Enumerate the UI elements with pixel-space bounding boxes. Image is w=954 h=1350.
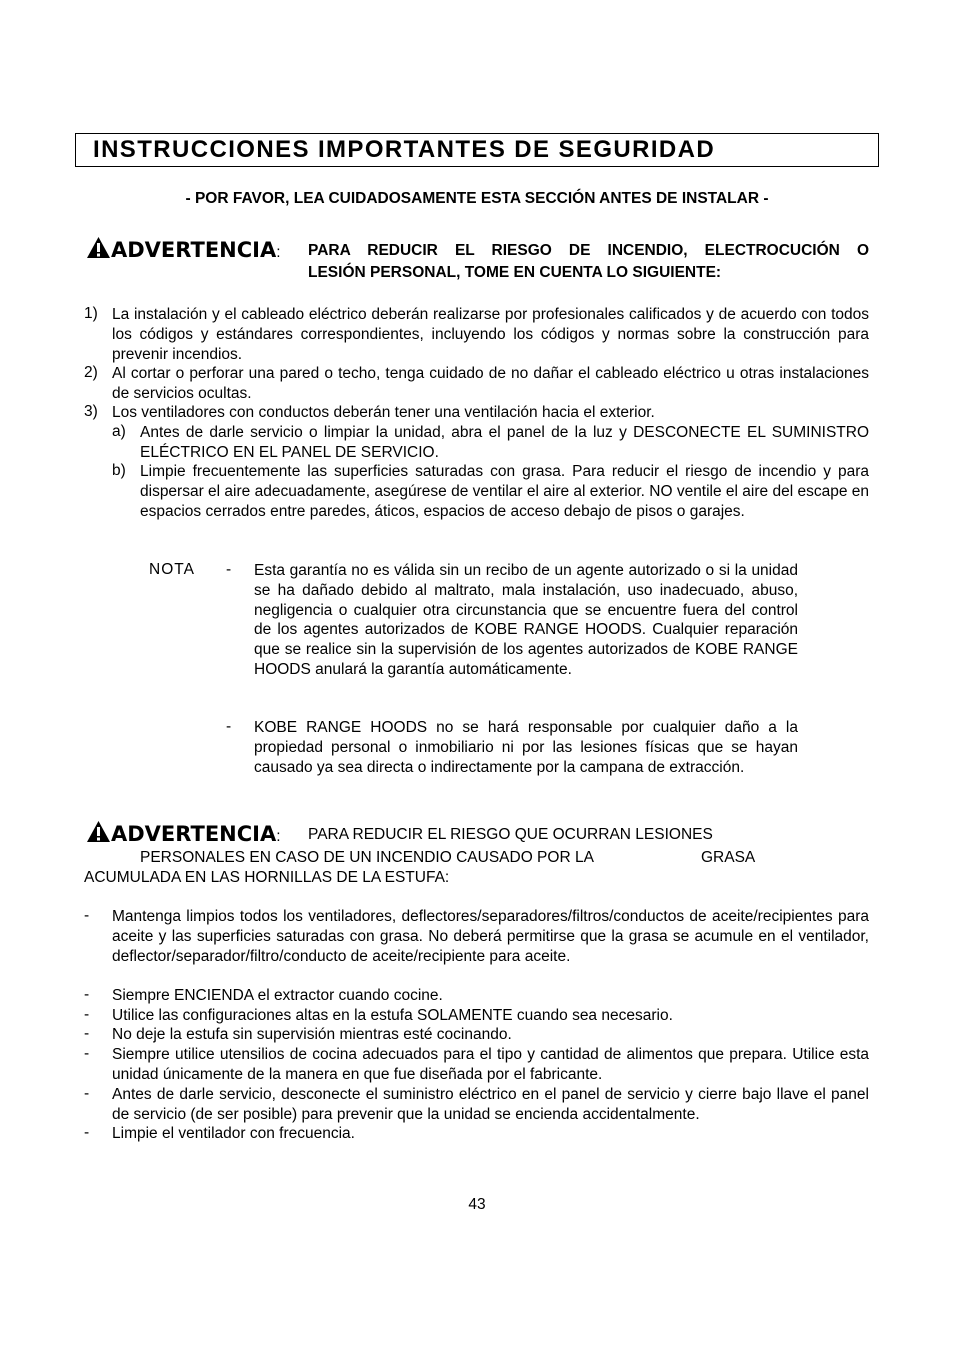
- bullet-3-mark: -: [84, 1006, 90, 1023]
- warning-triangle-icon: [86, 820, 111, 843]
- title-box: [75, 133, 879, 167]
- subtitle: - POR FAVOR, LEA CUIDADOSAMENTE ESTA SECCIÓN ANTES DE INSTALAR -: [185, 190, 769, 207]
- nota-dash-2: -: [226, 718, 232, 735]
- bullet-5-mark: -: [84, 1045, 90, 1062]
- warning-2-heading: [86, 820, 281, 846]
- item-2-text: Al cortar o perforar una pared o techo, tenga cuidado de no dañar el cableado eléctrico u otras instalaciones de servicios ocultas.: [112, 365, 869, 402]
- warning-1-heading: [86, 236, 281, 262]
- subitem-a-text: Antes de darle servicio o limpiar la unidad, abra el panel de la luz y DESCONECTE EL SUMINISTRO ELÉCTRICO EN EL PANEL DE SERVICIO.: [140, 424, 869, 461]
- bullet-2-mark: -: [84, 986, 90, 1003]
- nota-label: NOTA: [149, 561, 195, 578]
- bullet-2-text: Siempre ENCIENDA el extractor cuando cocine.: [112, 987, 443, 1004]
- bullet-1-mark: -: [84, 907, 90, 924]
- bullet-7-mark: -: [84, 1124, 90, 1141]
- bullet-4-mark: -: [84, 1025, 90, 1042]
- bullet-6-text: Antes de darle servicio, desconecte el suministro eléctrico en el panel de servicio y cierre bajo llave el panel de servicio (de ser posible) para prevenir que la unidad se encienda accidentalmente.: [112, 1086, 869, 1123]
- warning-2-line-1: PARA REDUCIR EL RIESGO QUE OCURRAN LESIONES: [308, 826, 713, 843]
- subitem-b-text: Limpie frecuentemente las superficies saturadas con grasa. Para reducir el riesgo de incendio y para dispersar el aire adecuadamente, asegúrese de ventilar el aire al exterior. NO ventile el aire del escape en espacios cerrados entre paredes, áticos, espacios de acceso debajo de pisos o garajes.: [140, 463, 869, 520]
- item-3-number: 3): [84, 403, 98, 420]
- warning-2-line-2b: GRASA: [701, 849, 756, 866]
- warning-1-label: ADVERTENCIA: [111, 238, 277, 262]
- nota-dash-1: -: [226, 561, 232, 578]
- bullet-1-text: Mantenga limpios todos los ventiladores, deflectores/separadores/filtros/conductos de aceite/recipientes para aceite y las superficies saturadas con grasa. No deberá permitirse que la grasa se acumule en el ventilador, deflector/separador/filtro/conducto de aceite/recipiente para aceite.: [112, 908, 869, 965]
- subitem-b-number: b): [112, 462, 126, 479]
- item-2-number: 2): [84, 364, 98, 381]
- page-number: 43: [468, 1196, 486, 1213]
- nota-paragraph-1: Esta garantía no es válida sin un recibo de un agente autorizado o si la unidad se ha dañado debido al maltrato, mala instalación, uso inadecuado, abuso, negligencia o cualquier otra circunstancia que se encuentre fuera del control de los agentes autorizados de KOBE RANGE HOODS. Cualquier reparación que se realice sin la supervisión de los agentes autorizados de KOBE RANGE HOODS anulará la garantía automáticamente.: [254, 562, 798, 678]
- warning-1-colon: :: [276, 244, 281, 261]
- warning-2-line-2a: PERSONALES EN CASO DE UN INCENDIO CAUSADO POR LA: [140, 849, 594, 866]
- warning-1-line-1: PARA REDUCIR EL RIESGO DE INCENDIO, ELECTROCUCIÓN O: [308, 242, 869, 259]
- item-3-text: Los ventiladores con conductos deberán tener una ventilación hacia el exterior.: [112, 404, 655, 421]
- item-1-text: La instalación y el cableado eléctrico deberán realizarse por profesionales calificados y de acuerdo con todos los códigos y estándares correspondientes, incluyendo los códigos y normas sobre la construcción para prevenir incendios.: [112, 306, 869, 363]
- warning-2-label: ADVERTENCIA: [111, 822, 277, 846]
- bullet-5-text: Siempre utilice utensilios de cocina adecuados para el tipo y cantidad de alimentos que prepara. Utilice esta unidad únicamente de la manera en que fue diseñada por el fabricante.: [112, 1046, 869, 1083]
- warning-2-colon: :: [276, 828, 281, 845]
- warning-triangle-icon: [86, 236, 111, 259]
- subitem-a-number: a): [112, 423, 126, 440]
- bullet-4-text: No deje la estufa sin supervisión mientras esté cocinando.: [112, 1026, 512, 1043]
- warning-2-line-3: ACUMULADA EN LAS HORNILLAS DE LA ESTUFA:: [84, 869, 450, 886]
- bullet-3-text: Utilice las configuraciones altas en la estufa SOLAMENTE cuando sea necesario.: [112, 1007, 673, 1024]
- page-title: INSTRUCCIONES IMPORTANTES DE SEGURIDAD: [93, 136, 716, 163]
- nota-paragraph-2: KOBE RANGE HOODS no se hará responsable por cualquier daño a la propiedad personal o inmobiliario ni por las lesiones físicas que se hayan causado ya sea directa o indirectamente por la campana de extracción.: [254, 719, 798, 776]
- item-1-number: 1): [84, 305, 98, 322]
- bullet-7-text: Limpie el ventilador con frecuencia.: [112, 1125, 355, 1142]
- bullet-6-mark: -: [84, 1085, 90, 1102]
- warning-1-line-2: LESIÓN PERSONAL, TOME EN CUENTA LO SIGUIENTE:: [308, 264, 722, 281]
